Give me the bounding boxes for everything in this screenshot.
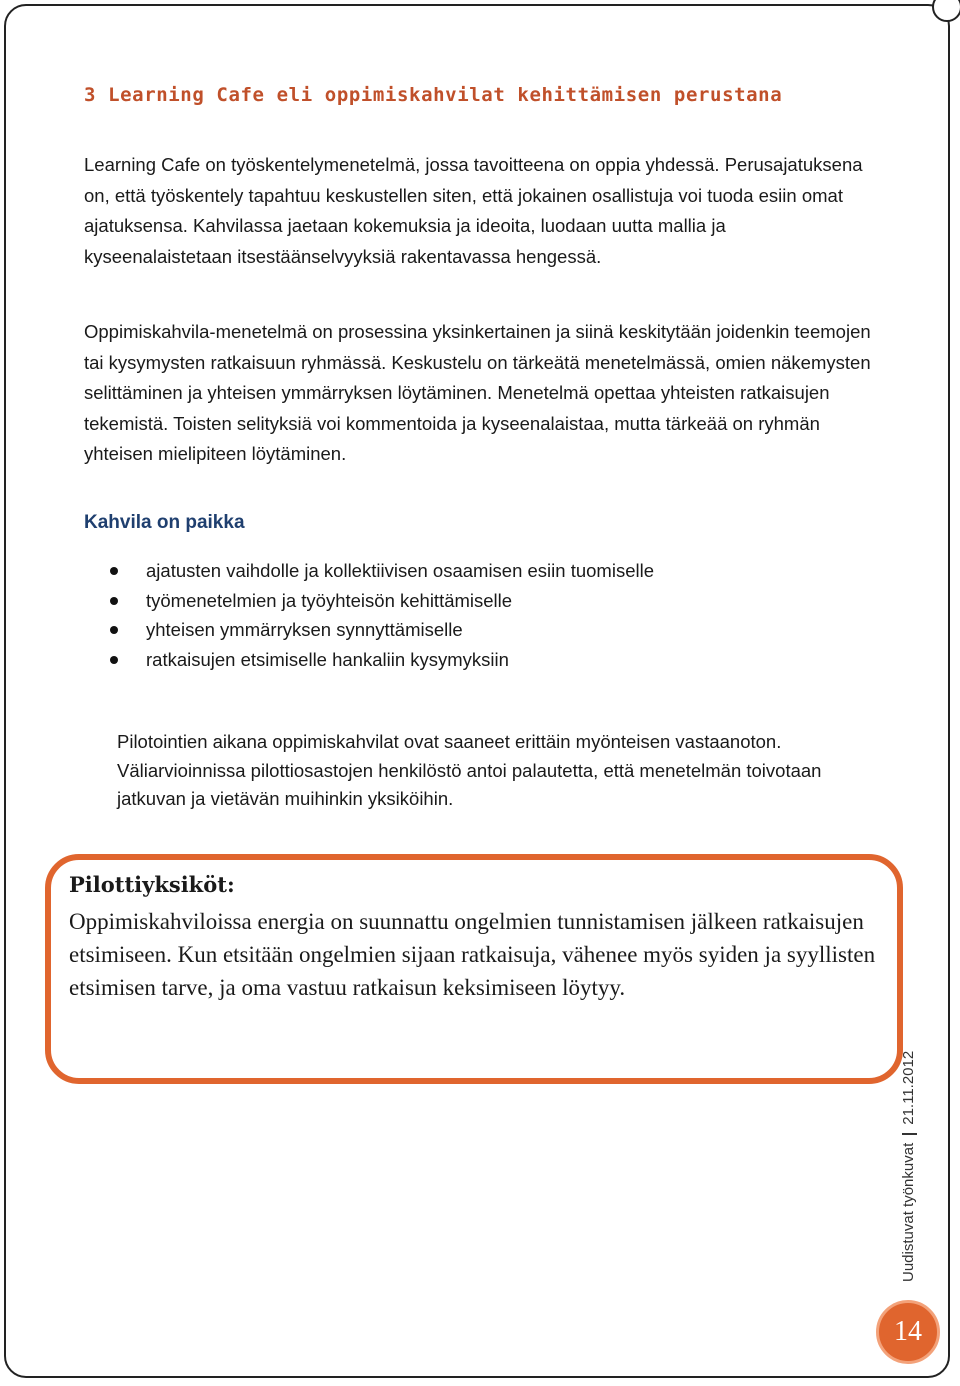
- callout-title: Pilottiyksiköt:: [69, 872, 235, 897]
- page-number: 14: [894, 1316, 922, 1347]
- closing-paragraph: Pilotointien aikana oppimiskahvilat ovat saaneet erittäin myönteisen vastaanoton. Väliarvioinnissa pilottiosastojen henkilöstö antoi palautetta, että menetelmän toivotaan jatkuvan ja vietävän muihinkin yksiköihin.: [117, 731, 822, 809]
- corner-decoration: [932, 0, 960, 22]
- side-footer: [900, 1051, 917, 1282]
- bullet-icon: [110, 567, 118, 575]
- section-heading: 3 Learning Cafe eli oppimiskahvilat kehittämisen perustana: [84, 84, 783, 106]
- publication-date: 21.11.2012: [900, 1050, 917, 1125]
- publication-title: Uudistuvat työnkuvat: [900, 1142, 917, 1282]
- list-item: [108, 556, 654, 586]
- list-item-text: työmenetelmien ja työyhteisön kehittämiselle: [146, 589, 513, 611]
- list-item-text: yhteisen ymmärryksen synnyttämiselle: [146, 619, 463, 640]
- method-paragraph: Oppimiskahvila-menetelmä on prosessina yksinkertainen ja siinä keskitytään joidenkin teemojen tai kysymysten ratkaisuun ryhmässä. Keskustelu on tärkeätä menetelmässä, omien näkemysten selittäminen ja yhteisen ymmärryksen löytäminen. Menetelmä opettaa yhteisten ratkaisujen tekemistä. Toisten selityksiä voi kommentoida ja kyseenalaistaa, mutta tärkeää on ryhmän yhteisen mielipiteen löytäminen.: [84, 321, 871, 464]
- list-item: [108, 615, 654, 645]
- callout-body: Oppimiskahviloissa energia on suunnattu ongelmien tunnistamisen jälkeen ratkaisujen etsimiseen. Kun etsitään ongelmien sijaan ratkaisuja, vähenee myös syiden ja syyllisten etsimisen tarve, ja oma vastuu ratkaisun keksimiseen löytyy.: [69, 909, 876, 1000]
- list-item-text: ratkaisujen etsimiselle hankaliin kysymyksiin: [146, 648, 509, 670]
- bullet-list: [108, 556, 654, 674]
- bullet-icon: [110, 656, 118, 664]
- list-item: [108, 645, 654, 675]
- footer-separator: [902, 1133, 917, 1135]
- list-item-text: ajatusten vaihdolle ja kollektiivisen osaamisen esiin tuomiselle: [146, 560, 654, 581]
- bullet-icon: [110, 626, 118, 634]
- intro-paragraph: Learning Cafe on työskentelymenetelmä, jossa tavoitteena on oppia yhdessä. Perusajatuksena on, että työskentely tapahtuu keskustellen siten, että jokainen osallistuja voi tuoda esiin omat ajatuksensa. Kahvilassa jaetaan kokemuksia ja ideoita, luodaan uutta mallia ja kyseenalaistetaan itsestäänselvyyksiä rakentavassa hengessä.: [84, 154, 863, 267]
- subheading: Kahvila on paikka: [84, 512, 245, 533]
- page-number-badge: [876, 1300, 940, 1364]
- bullet-icon: [110, 597, 118, 605]
- list-item: [108, 586, 654, 616]
